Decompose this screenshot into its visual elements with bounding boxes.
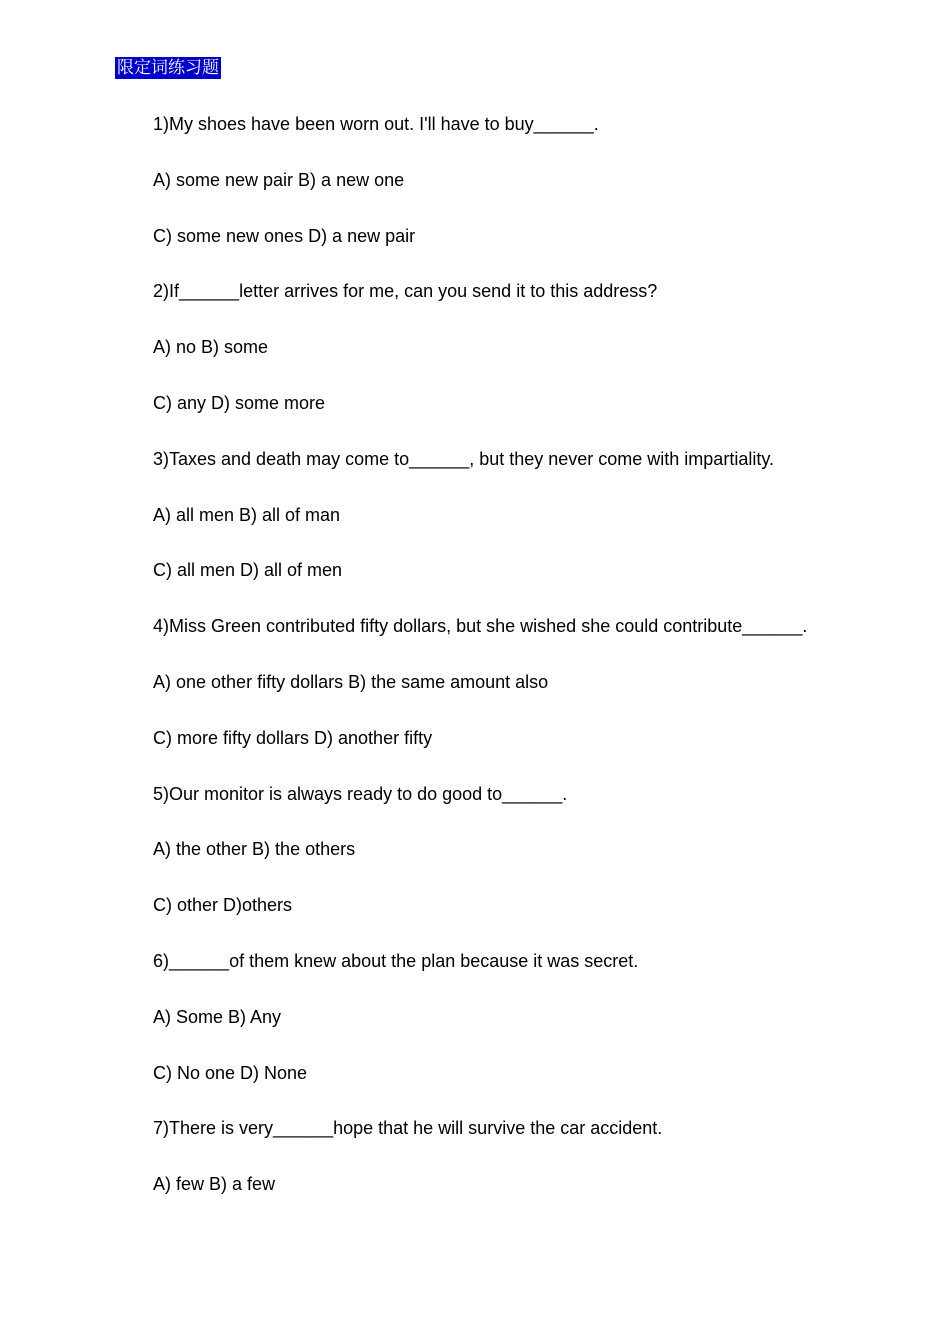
question-7: 7)There is very______hope that he will survive the car accident. (153, 1118, 663, 1139)
options-3-cd: C) all men D) all of men (153, 560, 343, 581)
options-2-cd: C) any D) some more (153, 392, 326, 413)
options-4-cd: C) more fifty dollars D) another fifty (153, 727, 433, 748)
question-3: 3)Taxes and death may come to______, but they never come with impartiality. (153, 448, 774, 469)
options-1-cd: C) some new ones D) a new pair (153, 225, 416, 246)
question-2: 2)If______letter arrives for me, can you send it to this address? (153, 281, 658, 302)
question-1: 1)My shoes have been worn out. I'll have to buy______. (153, 114, 599, 134)
options-1-ab: A) some new pair B) a new one (153, 169, 405, 190)
question-5: 5)Our monitor is always ready to do good to______. (153, 783, 568, 804)
options-6-ab: A) Some B) Any (153, 1006, 282, 1027)
question-4: 4)Miss Green contributed fifty dollars, but she wished she could contribute______. (153, 616, 808, 637)
options-5-ab: A) the other B) the others (153, 839, 356, 860)
exercise-list (153, 111, 913, 1227)
options-6-cd: C) No one D) None (153, 1062, 308, 1083)
options-4-ab: A) one other fifty dollars B) the same amount also (153, 671, 549, 692)
options-7-ab: A) few B) a few (153, 1174, 276, 1195)
options-5-cd: C) other D)others (153, 895, 293, 916)
question-6: 6)______of them knew about the plan because it was secret. (153, 950, 639, 971)
options-3-ab: A) all men B) all of man (153, 504, 341, 525)
options-2-ab: A) no B) some (153, 337, 269, 358)
document-title: 限定词练习题 (117, 58, 219, 78)
